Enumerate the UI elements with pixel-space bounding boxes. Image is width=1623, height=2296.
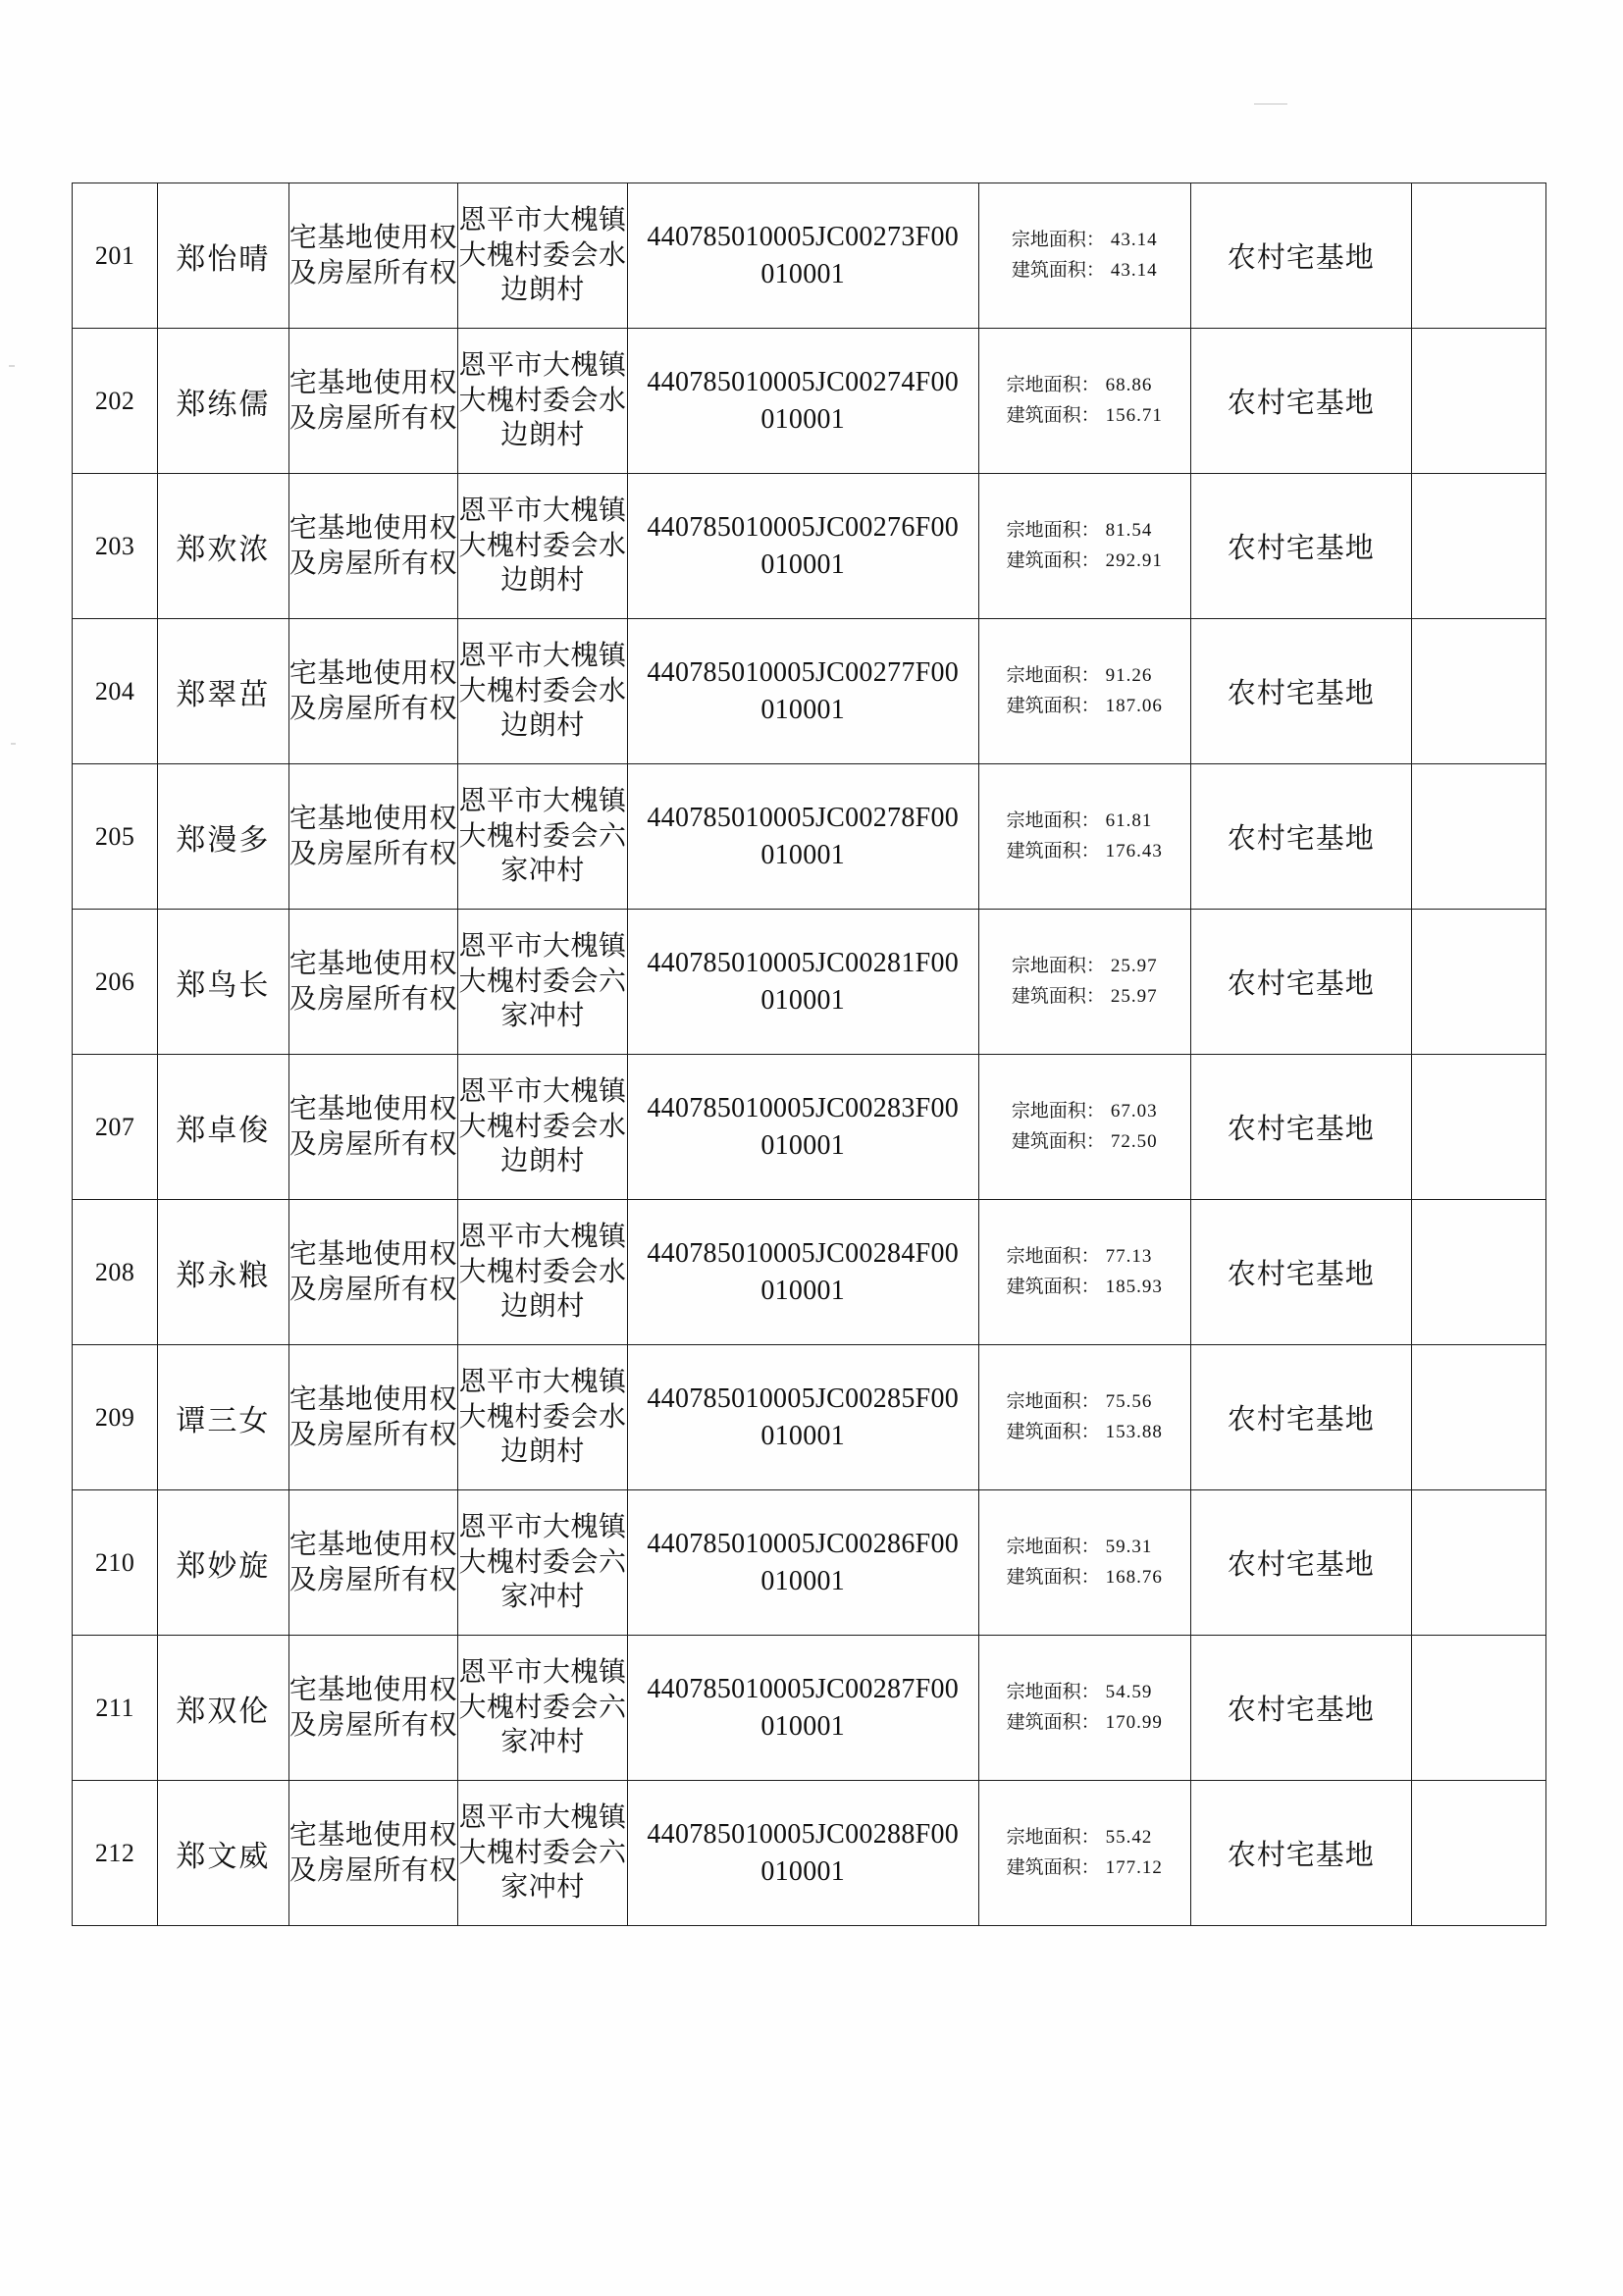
cell-right-type: 宅基地使用权及房屋所有权 <box>288 1490 458 1636</box>
cell-right-type: 宅基地使用权及房屋所有权 <box>288 1636 458 1781</box>
table-row <box>73 1055 1546 1200</box>
cell-remark <box>1411 764 1545 910</box>
code-line-1: 440785010005JC00287F00 <box>647 1673 960 1704</box>
cell-remark <box>1411 619 1545 764</box>
cell-serial-number: 212 <box>73 1781 158 1926</box>
cell-use: 农村宅基地 <box>1190 183 1411 329</box>
cell-area <box>978 1345 1190 1490</box>
building-area-label: 建筑面积： <box>1006 1566 1100 1588</box>
table-row <box>73 910 1546 1055</box>
cell-property-unit-code <box>627 1055 978 1200</box>
table-row <box>73 1200 1546 1345</box>
parcel-area-label: 宗地面积： <box>1006 1391 1100 1413</box>
cell-property-unit-code <box>627 764 978 910</box>
parcel-area-label: 宗地面积： <box>1006 810 1100 832</box>
cell-owner-name: 郑双伦 <box>158 1636 288 1781</box>
cell-right-type: 宅基地使用权及房屋所有权 <box>288 1055 458 1200</box>
code-line-1: 440785010005JC00284F00 <box>647 1237 960 1269</box>
code-line-2: 010001 <box>760 839 846 870</box>
cell-area <box>978 910 1190 1055</box>
cell-serial-number: 202 <box>73 329 158 474</box>
cell-right-type: 宅基地使用权及房屋所有权 <box>288 183 458 329</box>
code-line-1: 440785010005JC00285F00 <box>647 1383 960 1414</box>
parcel-area-label: 宗地面积： <box>1006 665 1100 687</box>
parcel-area-label: 宗地面积： <box>1011 230 1105 251</box>
cell-remark <box>1411 1055 1545 1200</box>
cell-property-unit-code <box>627 329 978 474</box>
table-row <box>73 619 1546 764</box>
table-row <box>73 1345 1546 1490</box>
cell-property-unit-code <box>627 183 978 329</box>
cell-location: 恩平市大槐镇大槐村委会六家冲村 <box>458 1781 628 1926</box>
parcel-area-value: 91.26 <box>1105 665 1153 687</box>
registration-table <box>72 183 1546 1926</box>
building-area-label: 建筑面积： <box>1011 1130 1105 1152</box>
cell-area <box>978 474 1190 619</box>
building-area-label: 建筑面积： <box>1006 1421 1100 1442</box>
building-area-value: 43.14 <box>1110 259 1158 281</box>
parcel-area-value: 75.56 <box>1105 1391 1153 1413</box>
code-line-2: 010001 <box>760 548 846 580</box>
cell-location: 恩平市大槐镇大槐村委会六家冲村 <box>458 1490 628 1636</box>
cell-right-type: 宅基地使用权及房屋所有权 <box>288 619 458 764</box>
parcel-area-value: 55.42 <box>1105 1827 1153 1849</box>
cell-property-unit-code <box>627 1490 978 1636</box>
parcel-area-value: 43.14 <box>1110 230 1158 251</box>
cell-serial-number: 201 <box>73 183 158 329</box>
building-area-label: 建筑面积： <box>1006 1856 1100 1878</box>
cell-area <box>978 1490 1190 1636</box>
parcel-area-value: 68.86 <box>1105 375 1153 396</box>
code-line-2: 010001 <box>760 1855 846 1887</box>
cell-location: 恩平市大槐镇大槐村委会水边朗村 <box>458 1200 628 1345</box>
parcel-area-label: 宗地面积： <box>1006 375 1100 396</box>
cell-remark <box>1411 910 1545 1055</box>
cell-area <box>978 1636 1190 1781</box>
table-body <box>73 183 1546 1926</box>
cell-right-type: 宅基地使用权及房屋所有权 <box>288 474 458 619</box>
code-line-2: 010001 <box>760 1129 846 1161</box>
parcel-area-value: 81.54 <box>1105 520 1153 542</box>
code-line-1: 440785010005JC00288F00 <box>647 1818 960 1850</box>
building-area-value: 170.99 <box>1105 1711 1163 1733</box>
cell-property-unit-code <box>627 619 978 764</box>
parcel-area-value: 25.97 <box>1110 956 1158 977</box>
parcel-area-value: 61.81 <box>1105 810 1153 832</box>
cell-remark <box>1411 1636 1545 1781</box>
cell-owner-name: 郑妙旋 <box>158 1490 288 1636</box>
cell-use: 农村宅基地 <box>1190 474 1411 619</box>
cell-right-type: 宅基地使用权及房屋所有权 <box>288 764 458 910</box>
cell-owner-name: 郑鸟长 <box>158 910 288 1055</box>
cell-use: 农村宅基地 <box>1190 1636 1411 1781</box>
code-line-1: 440785010005JC00277F00 <box>647 656 960 688</box>
cell-property-unit-code <box>627 1345 978 1490</box>
parcel-area-label: 宗地面积： <box>1006 520 1100 542</box>
cell-serial-number: 211 <box>73 1636 158 1781</box>
building-area-value: 176.43 <box>1105 840 1163 861</box>
building-area-value: 153.88 <box>1105 1421 1163 1442</box>
cell-remark <box>1411 474 1545 619</box>
cell-location: 恩平市大槐镇大槐村委会六家冲村 <box>458 910 628 1055</box>
building-area-label: 建筑面积： <box>1006 695 1100 716</box>
parcel-area-label: 宗地面积： <box>1011 956 1105 977</box>
code-line-2: 010001 <box>760 694 846 725</box>
cell-owner-name: 郑怡晴 <box>158 183 288 329</box>
cell-location: 恩平市大槐镇大槐村委会六家冲村 <box>458 764 628 910</box>
building-area-label: 建筑面积： <box>1006 840 1100 861</box>
cell-owner-name: 郑文威 <box>158 1781 288 1926</box>
code-line-1: 440785010005JC00281F00 <box>647 947 960 978</box>
cell-use: 农村宅基地 <box>1190 1345 1411 1490</box>
building-area-value: 25.97 <box>1110 985 1158 1007</box>
cell-location: 恩平市大槐镇大槐村委会水边朗村 <box>458 1345 628 1490</box>
parcel-area-label: 宗地面积： <box>1011 1101 1105 1122</box>
cell-property-unit-code <box>627 1636 978 1781</box>
cell-right-type: 宅基地使用权及房屋所有权 <box>288 1345 458 1490</box>
cell-owner-name: 郑漫多 <box>158 764 288 910</box>
cell-serial-number: 207 <box>73 1055 158 1200</box>
cell-use: 农村宅基地 <box>1190 329 1411 474</box>
code-line-1: 440785010005JC00274F00 <box>647 366 960 397</box>
cell-use: 农村宅基地 <box>1190 764 1411 910</box>
registration-table-container <box>72 183 1546 1926</box>
cell-location: 恩平市大槐镇大槐村委会水边朗村 <box>458 474 628 619</box>
cell-area <box>978 329 1190 474</box>
cell-remark <box>1411 1200 1545 1345</box>
cell-location: 恩平市大槐镇大槐村委会水边朗村 <box>458 1055 628 1200</box>
cell-area <box>978 1200 1190 1345</box>
code-line-1: 440785010005JC00276F00 <box>647 511 960 543</box>
code-line-2: 010001 <box>760 403 846 435</box>
building-area-value: 156.71 <box>1105 404 1163 426</box>
table-row <box>73 1636 1546 1781</box>
scan-artifact <box>9 365 15 367</box>
cell-remark <box>1411 1490 1545 1636</box>
cell-owner-name: 郑欢浓 <box>158 474 288 619</box>
code-line-1: 440785010005JC00273F00 <box>647 221 960 252</box>
code-line-2: 010001 <box>760 984 846 1016</box>
code-line-1: 440785010005JC00286F00 <box>647 1528 960 1559</box>
cell-use: 农村宅基地 <box>1190 1200 1411 1345</box>
building-area-label: 建筑面积： <box>1006 1276 1100 1297</box>
cell-location: 恩平市大槐镇大槐村委会水边朗村 <box>458 619 628 764</box>
cell-use: 农村宅基地 <box>1190 1055 1411 1200</box>
cell-right-type: 宅基地使用权及房屋所有权 <box>288 329 458 474</box>
cell-remark <box>1411 1345 1545 1490</box>
cell-right-type: 宅基地使用权及房屋所有权 <box>288 910 458 1055</box>
building-area-value: 292.91 <box>1105 549 1163 571</box>
cell-owner-name: 谭三女 <box>158 1345 288 1490</box>
cell-area <box>978 1781 1190 1926</box>
cell-property-unit-code <box>627 474 978 619</box>
table-row <box>73 764 1546 910</box>
table-row <box>73 1490 1546 1636</box>
building-area-label: 建筑面积： <box>1011 259 1105 281</box>
building-area-value: 185.93 <box>1105 1276 1163 1297</box>
code-line-2: 010001 <box>760 1565 846 1596</box>
cell-owner-name: 郑翠茁 <box>158 619 288 764</box>
cell-area <box>978 1055 1190 1200</box>
table-row <box>73 329 1546 474</box>
building-area-value: 72.50 <box>1110 1130 1158 1152</box>
building-area-value: 177.12 <box>1105 1856 1163 1878</box>
parcel-area-label: 宗地面积： <box>1006 1537 1100 1558</box>
building-area-value: 168.76 <box>1105 1566 1163 1588</box>
building-area-label: 建筑面积： <box>1006 1711 1100 1733</box>
parcel-area-value: 77.13 <box>1105 1246 1153 1268</box>
scan-artifact <box>1254 103 1287 105</box>
building-area-label: 建筑面积： <box>1006 404 1100 426</box>
cell-use: 农村宅基地 <box>1190 1490 1411 1636</box>
cell-property-unit-code <box>627 1781 978 1926</box>
cell-area <box>978 764 1190 910</box>
building-area-label: 建筑面积： <box>1006 549 1100 571</box>
table-row <box>73 1781 1546 1926</box>
cell-location: 恩平市大槐镇大槐村委会六家冲村 <box>458 1636 628 1781</box>
building-area-value: 187.06 <box>1105 695 1163 716</box>
parcel-area-value: 67.03 <box>1110 1101 1158 1122</box>
cell-area <box>978 619 1190 764</box>
parcel-area-label: 宗地面积： <box>1006 1246 1100 1268</box>
cell-right-type: 宅基地使用权及房屋所有权 <box>288 1200 458 1345</box>
cell-serial-number: 209 <box>73 1345 158 1490</box>
cell-remark <box>1411 1781 1545 1926</box>
cell-location: 恩平市大槐镇大槐村委会水边朗村 <box>458 329 628 474</box>
cell-use: 农村宅基地 <box>1190 1781 1411 1926</box>
code-line-2: 010001 <box>760 1710 846 1742</box>
cell-area <box>978 183 1190 329</box>
cell-remark <box>1411 183 1545 329</box>
cell-serial-number: 203 <box>73 474 158 619</box>
cell-owner-name: 郑永粮 <box>158 1200 288 1345</box>
code-line-2: 010001 <box>760 1420 846 1451</box>
code-line-1: 440785010005JC00278F00 <box>647 802 960 833</box>
cell-serial-number: 208 <box>73 1200 158 1345</box>
code-line-1: 440785010005JC00283F00 <box>647 1092 960 1123</box>
code-line-2: 010001 <box>760 1275 846 1306</box>
cell-owner-name: 郑练儒 <box>158 329 288 474</box>
parcel-area-value: 59.31 <box>1105 1537 1153 1558</box>
cell-remark <box>1411 329 1545 474</box>
cell-right-type: 宅基地使用权及房屋所有权 <box>288 1781 458 1926</box>
parcel-area-value: 54.59 <box>1105 1682 1153 1703</box>
table-row <box>73 474 1546 619</box>
cell-property-unit-code <box>627 1200 978 1345</box>
cell-serial-number: 210 <box>73 1490 158 1636</box>
cell-owner-name: 郑卓俊 <box>158 1055 288 1200</box>
cell-serial-number: 206 <box>73 910 158 1055</box>
building-area-label: 建筑面积： <box>1011 985 1105 1007</box>
code-line-2: 010001 <box>760 258 846 289</box>
parcel-area-label: 宗地面积： <box>1006 1682 1100 1703</box>
cell-serial-number: 204 <box>73 619 158 764</box>
cell-location: 恩平市大槐镇大槐村委会水边朗村 <box>458 183 628 329</box>
scan-artifact <box>11 743 16 745</box>
cell-use: 农村宅基地 <box>1190 910 1411 1055</box>
table-row <box>73 183 1546 329</box>
cell-use: 农村宅基地 <box>1190 619 1411 764</box>
cell-property-unit-code <box>627 910 978 1055</box>
cell-serial-number: 205 <box>73 764 158 910</box>
parcel-area-label: 宗地面积： <box>1006 1827 1100 1849</box>
